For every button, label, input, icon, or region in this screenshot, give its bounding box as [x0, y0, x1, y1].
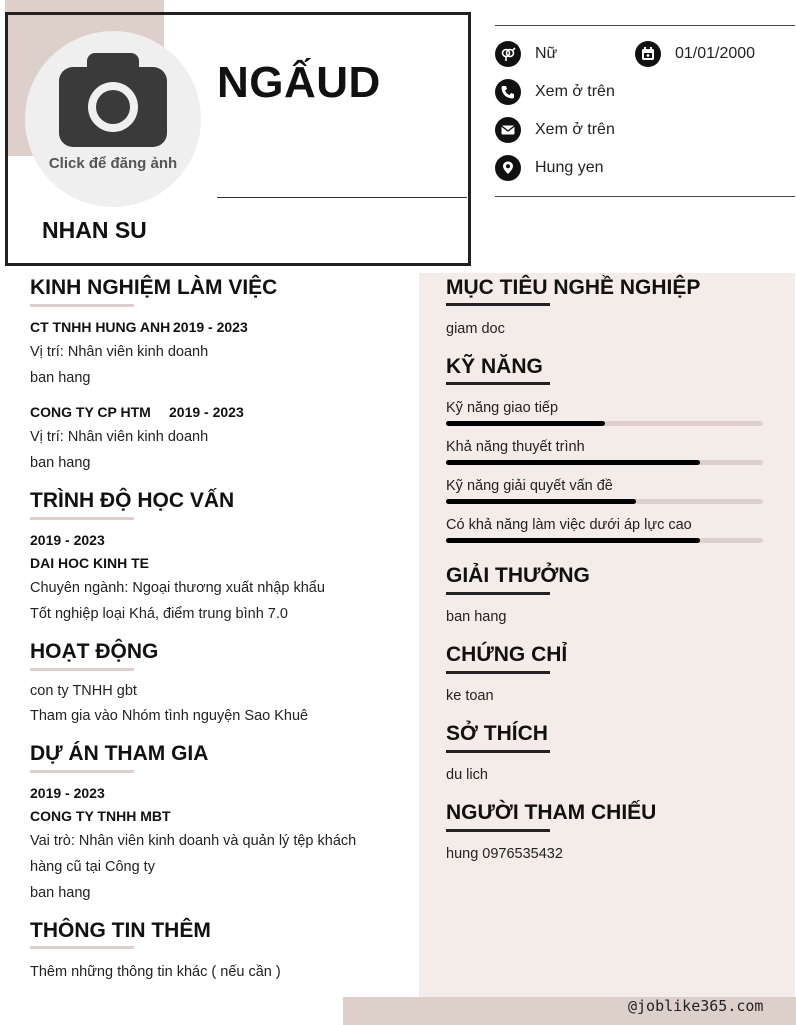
skills-underline [446, 382, 550, 385]
desired-position[interactable]: NHAN SU [42, 217, 147, 243]
activities-underline [30, 668, 134, 671]
skill-name[interactable]: Kỹ năng giải quyết vấn đề [446, 478, 613, 494]
contact-divider-top [495, 25, 795, 26]
phone-icon [495, 79, 521, 105]
skill-name[interactable]: Kỹ năng giao tiếp [446, 400, 559, 416]
project-description[interactable]: ban hang [30, 885, 91, 901]
skill-bar-fill [446, 421, 605, 426]
skills-heading: KỸ NĂNG [446, 355, 543, 378]
additional-info-text[interactable]: Thêm những thông tin khác ( nếu cần ) [30, 964, 281, 980]
certificates-text[interactable]: ke toan [446, 688, 494, 704]
education-major[interactable]: Chuyên ngành: Ngoại thương xuất nhập khẩu [30, 580, 325, 596]
objective-underline [446, 303, 550, 306]
references-heading: NGƯỜI THAM CHIẾU [446, 801, 657, 824]
project-role[interactable]: Vai trò: Nhân viên kinh doanh và quản lý tệp khách [30, 833, 357, 849]
education-underline [30, 517, 134, 520]
candidate-name[interactable]: NGẤUD [217, 58, 381, 107]
projects-heading: DỰ ÁN THAM GIA [30, 742, 209, 765]
education-period[interactable]: 2019 - 2023 [30, 532, 105, 548]
experience-period[interactable]: 2019 - 2023 [173, 319, 248, 335]
education-heading: TRÌNH ĐỘ HỌC VẤN [30, 489, 235, 512]
email-icon [495, 117, 521, 143]
calendar-icon [635, 41, 661, 67]
awards-text[interactable]: ban hang [446, 609, 507, 625]
experience-role[interactable]: Vị trí: Nhân viên kinh doanh [30, 429, 209, 445]
photo-upload-label: Click để đăng ảnh [48, 154, 178, 172]
additional-info-underline [30, 946, 134, 949]
gender-value[interactable]: Nữ [535, 45, 558, 62]
name-divider [217, 197, 467, 198]
activity-item[interactable]: con ty TNHH gbt [30, 683, 137, 699]
gender-icon [495, 41, 521, 67]
address-value[interactable]: Hung yen [535, 159, 604, 176]
avatar-upload[interactable] [25, 31, 201, 207]
project-role-cont[interactable]: hàng cũ tại Công ty [30, 859, 155, 875]
skill-bar-fill [446, 460, 700, 465]
project-company[interactable]: CONG TY TNHH MBT [30, 808, 171, 824]
skill-name[interactable]: Có khả năng làm việc dưới áp lực cao [446, 517, 692, 533]
skill-bar-fill [446, 538, 700, 543]
education-result[interactable]: Tốt nghiệp loại Khá, điểm trung bình 7.0 [30, 606, 288, 622]
references-underline [446, 829, 550, 832]
watermark-text: @joblike365.com [628, 997, 764, 1015]
hobbies-underline [446, 750, 550, 753]
experience-role[interactable]: Vị trí: Nhân viên kinh doanh [30, 344, 209, 360]
certificates-heading: CHỨNG CHỈ [446, 643, 568, 666]
activity-item[interactable]: Tham gia vào Nhóm tình nguyện Sao Khuê [30, 708, 309, 724]
skill-bar-track [446, 460, 763, 465]
references-text[interactable]: hung 0976535432 [446, 846, 563, 862]
objective-text[interactable]: giam doc [446, 321, 505, 337]
skill-bar-track [446, 421, 763, 426]
experience-description[interactable]: ban hang [30, 370, 91, 386]
project-period[interactable]: 2019 - 2023 [30, 785, 105, 801]
education-school[interactable]: DAI HOC KINH TE [30, 555, 149, 571]
experience-underline [30, 304, 134, 307]
awards-heading: GIẢI THƯỞNG [446, 564, 590, 587]
email-value[interactable]: Xem ở trên [535, 121, 615, 138]
experience-company[interactable]: CT TNHH HUNG ANH [30, 319, 171, 335]
certificates-underline [446, 671, 550, 674]
experience-period[interactable]: 2019 - 2023 [169, 404, 244, 420]
phone-value[interactable]: Xem ở trên [535, 83, 615, 100]
dob-value[interactable]: 01/01/2000 [675, 45, 756, 62]
experience-description[interactable]: ban hang [30, 455, 91, 471]
location-icon [495, 155, 521, 181]
additional-info-heading: THÔNG TIN THÊM [30, 919, 211, 942]
skill-bar-track [446, 538, 763, 543]
hobbies-heading: SỞ THÍCH [446, 722, 548, 745]
objective-heading: MỤC TIÊU NGHỀ NGHIỆP [446, 276, 701, 299]
experience-heading: KINH NGHIỆM LÀM VIỆC [30, 276, 278, 299]
skill-bar-track [446, 499, 763, 504]
hobbies-text[interactable]: du lich [446, 767, 488, 783]
skill-name[interactable]: Khả năng thuyết trình [446, 439, 585, 455]
projects-underline [30, 770, 134, 773]
experience-company[interactable]: CONG TY CP HTM [30, 404, 151, 420]
contact-divider-bottom [495, 196, 795, 197]
activities-heading: HOẠT ĐỘNG [30, 640, 159, 663]
awards-underline [446, 592, 550, 595]
skill-bar-fill [446, 499, 636, 504]
camera-icon [59, 53, 167, 149]
